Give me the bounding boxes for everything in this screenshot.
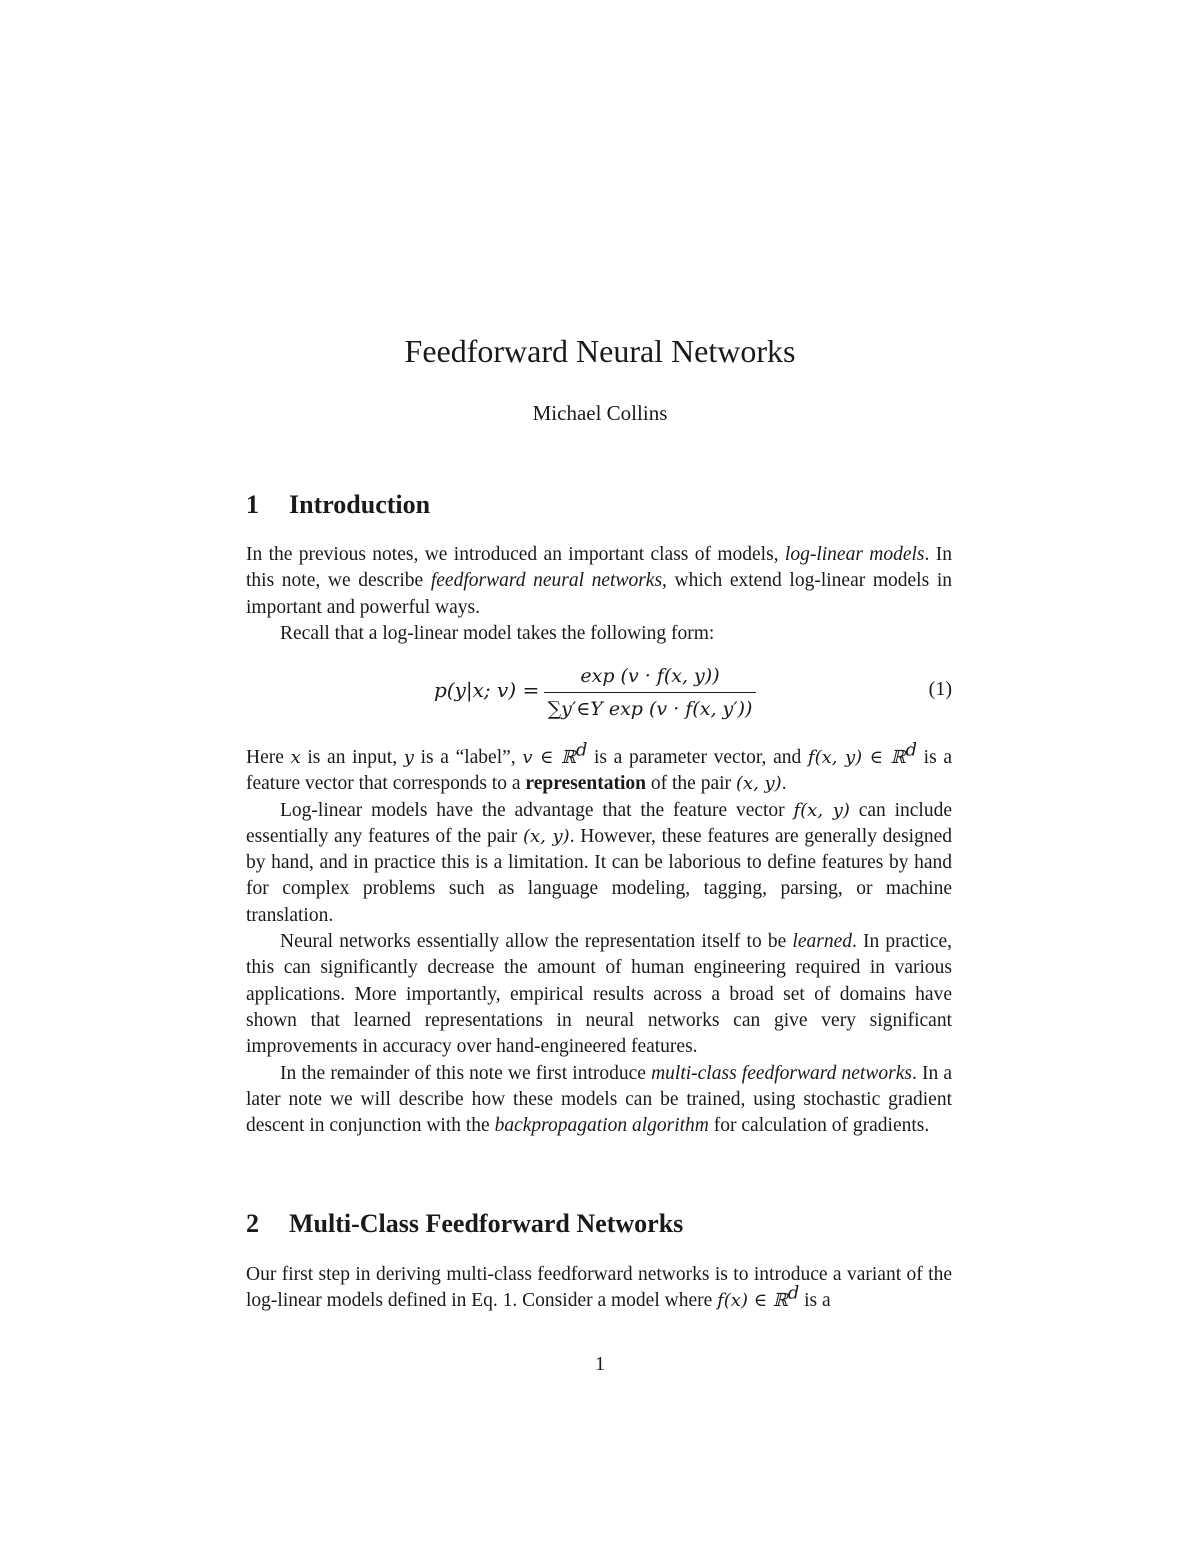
equation-number: (1) [928, 678, 952, 700]
emphasis: learned [792, 931, 852, 953]
paper-author: Michael Collins [532, 401, 668, 425]
fraction-bar [544, 692, 756, 693]
section-title: Introduction [289, 490, 431, 519]
text-run: is an input, [300, 747, 404, 768]
text-run: is a parameter vector, and [587, 747, 808, 768]
text-run: . However, these features are generally designed by hand, and in practice this is a limitation. It can be laborious to define features by hand for complex problems such as language modeling, tagging, parsing, or machine translation. [246, 825, 952, 926]
text-run: of the pair [646, 773, 736, 795]
math-inline: f(x) ∈ ℝ [717, 1290, 788, 1312]
equation-fraction [544, 662, 756, 723]
text-run: for calculation of gradients. [708, 1115, 930, 1137]
math-inline: (x, y) [735, 773, 782, 795]
text-run: In the remainder of this note we first introduce [280, 1062, 652, 1084]
text-run: . In a later note we will describe how these models can be trained, using stochastic gradient descent in conjunction with the [246, 1062, 952, 1137]
section-number: 1 [246, 490, 259, 519]
math-inline: x [290, 747, 301, 768]
equation-numerator: exp (v · f(x, y)) [580, 665, 720, 687]
text-run: is a “label”, [413, 747, 523, 768]
intro-block-2 [246, 739, 953, 1139]
section-heading [246, 488, 956, 522]
paragraph [246, 739, 953, 798]
equation-1 [246, 662, 952, 724]
text-run: Neural networks essentially allow the representation itself to be [280, 931, 793, 953]
paragraph: Recall that a log-linear model takes the following form: [280, 622, 715, 644]
text-run: . In this note, we describe [246, 544, 952, 592]
section-heading [246, 1207, 956, 1241]
paragraph [246, 542, 952, 621]
bold-term: representation [525, 773, 646, 795]
section-number: 2 [246, 1209, 259, 1238]
emphasis: backpropagation algorithm [494, 1115, 709, 1137]
equation-lhs: p(y|x; v) = [434, 678, 540, 702]
emphasis: log-linear models [784, 544, 925, 565]
paragraph [246, 798, 952, 929]
math-inline: f(x, y) ∈ ℝ [807, 747, 906, 768]
math-inline: v ∈ ℝ [522, 747, 576, 768]
text-run: Our first step in deriving multi-class feedforward networks is to introduce a variant of the log-linear models defined in Eq. 1. Consider a model where [246, 1264, 952, 1312]
emphasis: feedforward neural networks [430, 570, 663, 592]
math-inline: y [403, 747, 414, 768]
text-run: is a [799, 1290, 831, 1312]
text-run: . In practice, this can significantly decrease the amount of human engineering required in various applications. More importantly, empirical results across a broad set of domains have shown that learned representations in neural networks can give very significant improvements in accuracy over hand-engineered features. [246, 931, 952, 1058]
text-run: , which extend log-linear models in important and powerful ways. [246, 570, 952, 618]
math-superscript: d [905, 739, 918, 761]
paragraph [246, 1061, 952, 1140]
emphasis: multi-class feedforward networks [651, 1062, 912, 1084]
text-run: In the previous notes, we introduced an important class of models, [246, 544, 785, 565]
section-title: Multi-Class Feedforward Networks [289, 1209, 684, 1238]
paragraph [246, 1262, 952, 1315]
text-run: can include essentially any features of the pair [246, 799, 952, 847]
math-inline: f(x, y) [793, 799, 850, 821]
paragraph [246, 929, 952, 1060]
text-run: Log-linear models have the advantage that the feature vector [280, 799, 794, 821]
text-run: Here [246, 747, 291, 768]
paper-title: Feedforward Neural Networks [404, 333, 796, 369]
intro-block-1 [246, 542, 952, 647]
section-1 [246, 488, 956, 522]
equation-denominator: ∑y′∈Y exp (v · f(x, y′)) [547, 698, 753, 720]
text-run: is a feature vector that corresponds to a [246, 747, 953, 795]
math-superscript: d [787, 1282, 800, 1304]
text-run: . [781, 773, 787, 795]
section-2 [246, 1207, 956, 1241]
math-superscript: d [575, 739, 588, 761]
math-inline: (x, y) [523, 825, 570, 847]
page-number: 1 [595, 1353, 605, 1375]
section-2-body [246, 1262, 952, 1315]
